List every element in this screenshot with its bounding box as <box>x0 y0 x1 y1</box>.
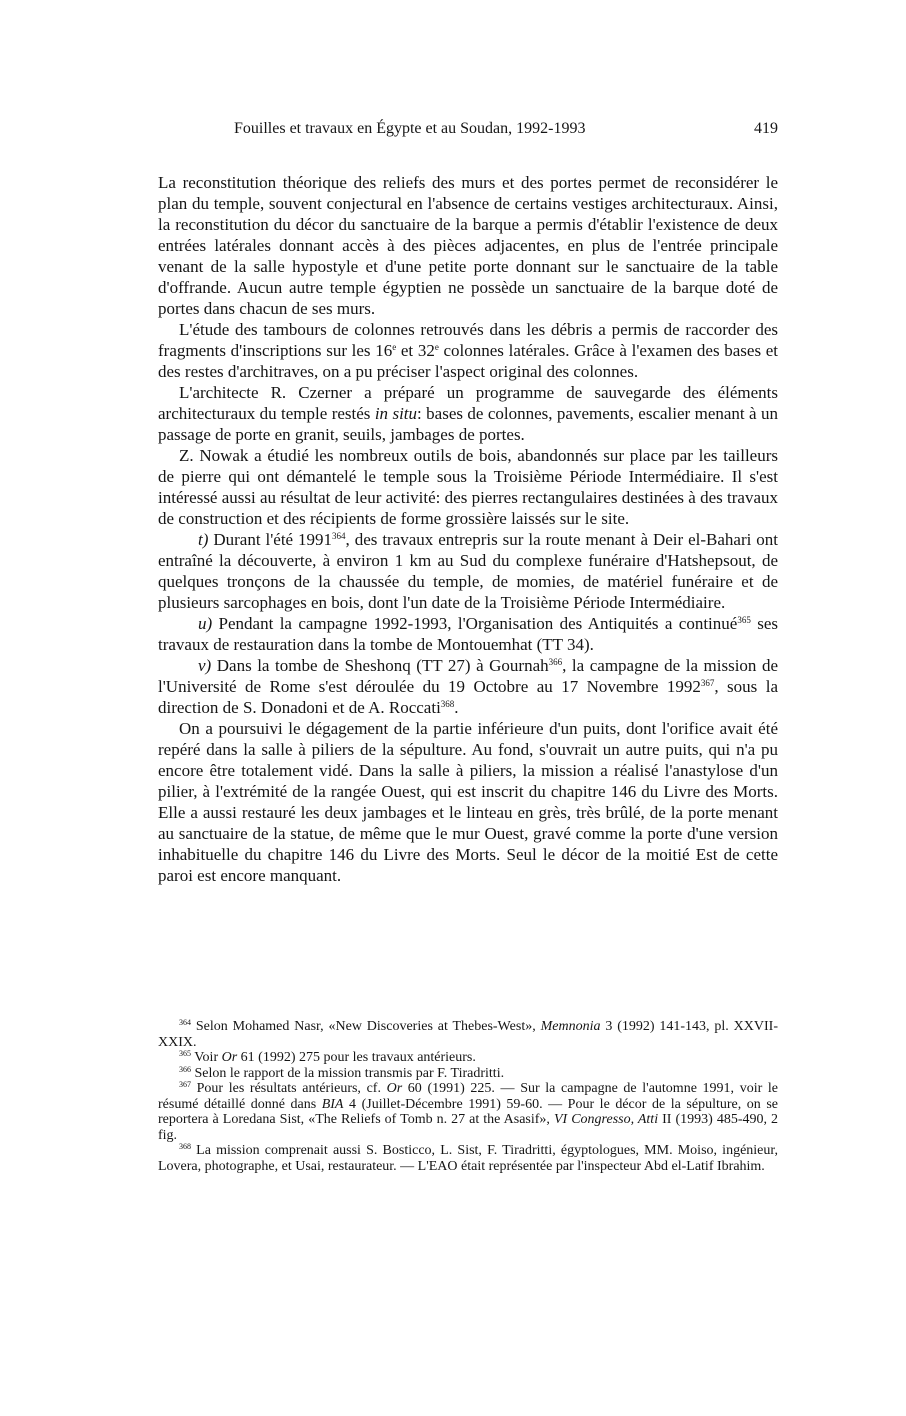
footnote-number: 365 <box>179 1049 191 1058</box>
paragraph <box>158 529 778 613</box>
item-label: u) <box>198 614 213 633</box>
text-run: colonnes latérales. Grâce à l'examen des bases et des restes d'architraves, on a pu préciser l'aspect original des colonnes. <box>158 341 779 381</box>
text-run: 61 (1992) 275 pour les travaux antérieurs. <box>237 1050 476 1065</box>
text-run: Selon le rapport de la mission transmis par F. Tiradritti. <box>191 1065 505 1081</box>
paragraph <box>158 655 778 718</box>
text-run: . <box>454 698 459 717</box>
paragraph <box>158 613 778 655</box>
footnote-number: 367 <box>179 1080 191 1089</box>
footnote-number: 368 <box>179 1142 191 1151</box>
main-text <box>158 172 778 886</box>
text-run: : bases de colonnes, pavements, escalier menant à un passage de porte en granit, seuils, jambages de portes. <box>158 404 778 444</box>
paragraph: Z. Nowak a étudié les nombreux outils de bois, abandonnés sur place par les tailleurs de pierre qui ont démantelé le temple sous la Troisième Période Intermédiaire. Il s'est intéressé aussi au résultat de leur activité: des pierres rectangulaires destinées à des travaux de construction et des récipients de forme grossière laissés sur le site. <box>158 446 778 528</box>
footnote-ref: 366 <box>548 657 563 667</box>
item-label: t) <box>198 530 209 549</box>
footnote <box>158 1066 778 1082</box>
footnote <box>158 1081 778 1143</box>
text-run: Durant l'été 1991 <box>208 530 333 549</box>
text-run: , sous la direction de S. Donadoni et de A. Roccati <box>158 677 778 717</box>
italic-title: BIA <box>321 1096 344 1112</box>
text-run: ses travaux de restauration dans la tombe de Montouemhat (TT 34). <box>158 614 778 654</box>
footnote-ref: 368 <box>440 699 455 709</box>
footnote-number: 364 <box>179 1018 191 1027</box>
footnote-ref: 365 <box>737 615 751 625</box>
footnote-ref: 364 <box>332 531 346 541</box>
footnote <box>158 1143 778 1174</box>
text-run: L'architecte R. Czerner a préparé un programme de sauvegarde des éléments architecturaux du temple restés <box>158 383 778 423</box>
text-run: L'étude des tambours de colonnes retrouvés dans les débris a permis de raccorder des fragments d'inscriptions sur les 16 <box>158 320 778 360</box>
footnote-ref: 367 <box>700 678 715 688</box>
text-run: Pendant la campagne 1992-1993, l'Organisation des Antiquités a continué <box>212 614 738 633</box>
ordinal-superscript: e <box>434 342 439 352</box>
footnotes <box>158 1019 778 1174</box>
text-run: et 32 <box>396 341 435 360</box>
item-label: v) <box>198 656 212 675</box>
text-run: Voir <box>191 1050 222 1065</box>
italic-title: VI Congresso, Atti <box>553 1112 659 1127</box>
paragraph: On a poursuivi le dégagement de la partie inférieure d'un puits, dont l'orifice avait été repéré dans la salle à piliers de la sépulture. Au fond, s'ouvrait un autre puits, qui n'a pu encore être totalement vidé. Dans la salle à piliers, la mission a réalisé l'anastylose d'un pilier, à l'extrémité de la rangée Ouest, qui est inscrit du chapitre 146 du Livre des Morts. Elle a aussi restauré les deux jambages et le linteau en grès, très brûlé, de la porte menant au sanctuaire de la statue, de même que le mur Ouest, gravé comme la porte d'une version inhabituelle du chapitre 146 du Livre des Morts. Seul le décor de la moitié Est de cette paroi est encore manquant. <box>158 719 778 885</box>
italic-title: Or <box>221 1050 238 1065</box>
text-run: 4 (Juillet-Décembre 1991) 59-60. — Pour le décor de la sépulture, on se reportera à Loredana Sist, «The Reliefs of Tomb n. 27 at the Asasif», <box>158 1096 778 1127</box>
text-run: Selon Mohamed Nasr, «New Discoveries at Thebes-West», <box>191 1019 541 1034</box>
footnote <box>158 1019 778 1050</box>
page-number: 419 <box>754 120 778 137</box>
text-run: , la campagne de la mission de l'Université de Rome s'est déroulée du 19 Octobre au 17 Novembre 1992 <box>158 656 779 696</box>
footnote <box>158 1050 778 1066</box>
text-run: La mission comprenait aussi S. Bosticco, L. Sist, F. Tiradritti, égyptologues, MM. Moiso, ingénieur, Lovera, photographe, et Usai, restaurateur. — L'EAO était représentée par l'inspecteur Abd el-Latif Ibrahim. <box>158 1143 778 1174</box>
italic-title: Or <box>386 1081 403 1096</box>
running-title: Fouilles et travaux en Égypte et au Soudan, 1992-1993 <box>234 120 586 137</box>
italic-title: Memnonia <box>540 1019 601 1034</box>
text-run: , des travaux entrepris sur la route menant à Deir el-Bahari ont entraîné la découverte, à environ 1 km au Sud du complexe funéraire d'Hatshepsout, de quelques tronçons de la chaussée du temple, de momies, de matériel funéraire et de plusieurs sarcophages en bois, dont l'un date de la Troisième Période Intermédiaire. <box>158 530 778 612</box>
footnote-number: 366 <box>179 1064 191 1074</box>
ordinal-superscript: e <box>392 342 397 352</box>
italic-term: in situ <box>374 404 418 423</box>
paragraph <box>158 319 778 382</box>
text-run: 3 (1992) 141-143, pl. XXVII-XXIX. <box>158 1019 778 1050</box>
text-run: Pour les résultats antérieurs, cf. <box>191 1081 387 1096</box>
paragraph: La reconstitution théorique des reliefs des murs et des portes permet de reconsidérer le plan du temple, souvent conjectural en l'absence de certains vestiges architecturaux. Ainsi, la reconstitution du décor du sanctuaire de la barque a permis d'établir l'existence de deux entrées latérales donnant accès à des pièces adjacentes, en plus de l'entrée principale venant de la salle hypostyle et d'une petite porte donnant sur le sanctuaire de la table d'offrande. Aucun autre temple égyptien ne possède un sanctuaire de la barque doté de portes dans chacun de ses murs. <box>158 173 778 318</box>
paragraph <box>158 382 778 445</box>
text-run: Dans la tombe de Sheshonq (TT 27) à Gournah <box>211 656 549 675</box>
text-run: II (1993) 485-490, 2 fig. <box>158 1112 779 1143</box>
text-run: 60 (1991) 225. — Sur la campagne de l'automne 1991, voir le résumé détaillé donné dans <box>158 1081 778 1112</box>
